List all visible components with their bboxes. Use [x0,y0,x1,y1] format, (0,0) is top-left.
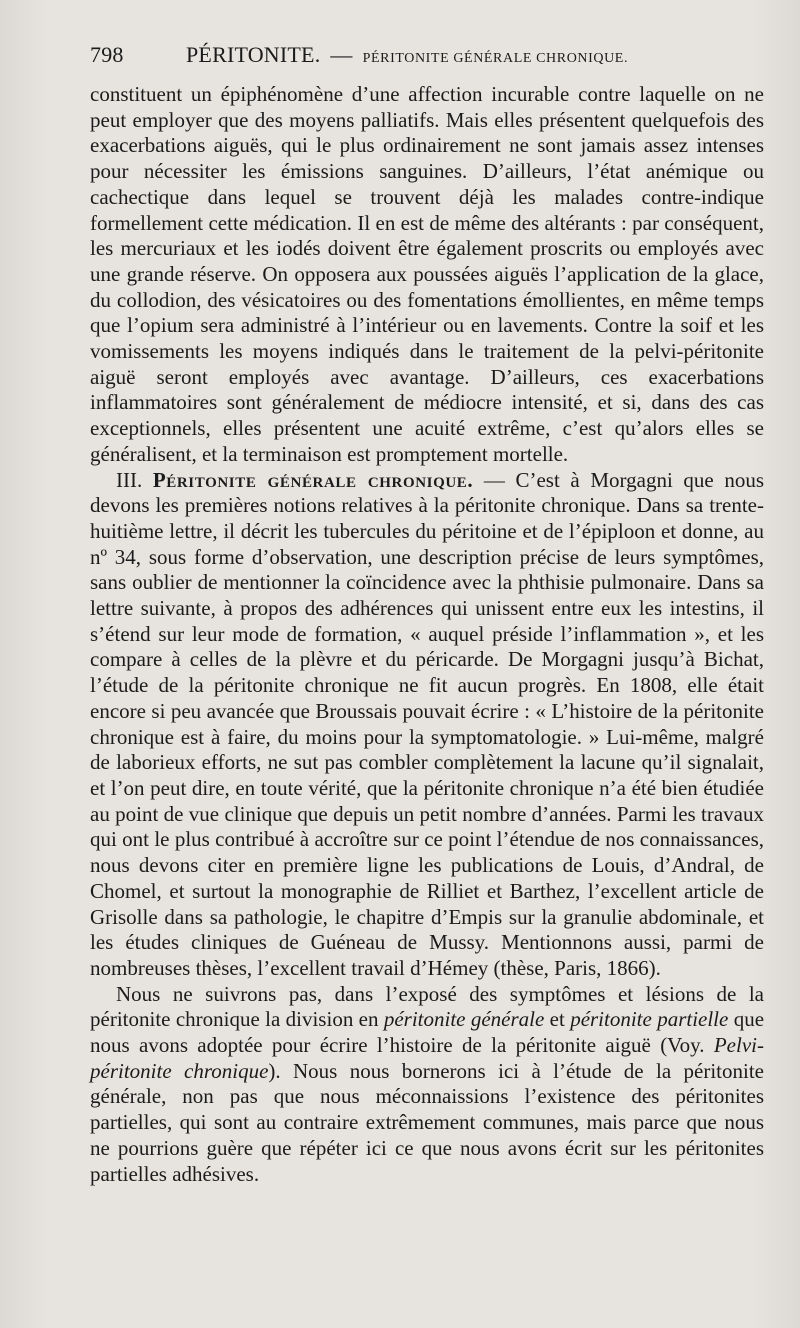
section-text: C’est à Morgagni que nous devons les premières notions relatives à la péritonite chronique. Dans sa trente-huitième lettre, il décrit les tubercules du péritoine et de l’épiploon et donne, au nº 34, sous forme d’observation, une description précise de leurs symptômes, sans oublier de mentionner la coïncidence avec la phthisie pulmonaire. Dans sa lettre suivante, à propos des adhérences qui unissent entre eux les intestins, il s’étend sur leur mode de formation, « auquel préside l’inflammation », et les compare à celles de la plèvre et du péricarde. De Morgagni jusqu’à Bichat, l’étude de la péritonite chronique ne fit aucun progrès. En 1808, elle était encore si peu avancée que Broussais pouvait écrire : « L’histoire de la péritonite chronique est à faire, du moins pour la symptomatologie. » Lui-même, malgré de laborieux efforts, ne sut pas combler complètement la lacune qu’il signalait, et l’on peut dire, en toute vérité, que la péritonite chronique n’a été bien étudiée au point de vue clinique que depuis un petit nombre d’années. Parmi les travaux qui ont le plus contribué à accroître sur ce point l’étendue de nos connaissances, nous devons citer en première ligne les publications de Louis, d’Andral, de Chomel, et surtout la monographie de Rilliet et Barthez, l’excellent article de Grisolle dans sa pathologie, le chapitre d’Empis sur la granulie abdominale, et les études cliniques de Guéneau de Mussy. Mentionnons aussi, parmi de nombreuses thèses, l’excellent travail d’Hémey (thèse, Paris, 1866). [90,467,764,980]
section-heading: Péritonite générale chronique. [152,467,474,492]
italic-term-generale: péritonite générale [383,1007,545,1032]
section-paragraph [90,468,764,982]
section-dash: — [483,467,505,492]
closing-paragraph [90,982,764,1188]
paragraph-continuation: constituent un épiphénomène d’une affection incurable contre laquelle on ne peut employer que des moyens palliatifs. Mais elles présentent quelquefois des exacerbations aiguës, qui le plus ordinairement ne sont jamais assez intenses pour nécessiter les émissions sanguines. D’ailleurs, l’état anémique ou cachectique dans lequel se trouvent déjà les malades contre-indique formellement cette médication. Il en est de même des altérants : par conséquent, les mercuriaux et les iodés doivent être également proscrits ou employés avec une grande réserve. On opposera aux poussées aiguës l’application de la glace, du collodion, des vésicatoires ou des fomentations émollientes, en même temps que l’opium sera administré à l’intérieur ou en lavements. Contre la soif et les vomissements les moyens indiqués dans le traitement de la pelvi-péritonite aiguë seront employés avec avantage. D’ailleurs, ces exacerbations inflammatoires sont généralement de médiocre intensité, et si, dans des cas exceptionnels, elles présentent une acuité extrême, c’est qu’alors elles se généralisent, et la terminaison est promptement mortelle. [90,82,764,466]
section-number: III. [116,467,143,492]
closing-text-3: que nous avons adoptée pour écrire l’histoire de la péritonite aiguë (Voy. [90,1007,765,1058]
running-title: PÉRITONITE. [186,42,321,67]
closing-text-4: ). Nous nous bornerons ici à l’étude de la péritonite générale, non pas que nous méconnaissions l’existence des péritonites partielles, qui sont au contraire extrêmement communes, mais parce que nous ne pourrions guère que répéter ici ce que nous avons écrit sur les péritonites partielles adhésives. [90,1058,764,1186]
running-subtitle: PÉRITONITE GÉNÉRALE CHRONIQUE. [362,51,629,66]
page-number: 798 [90,42,124,67]
body-text [90,82,764,1187]
running-header [90,42,764,82]
italic-reference: Pelvi-péritonite chronique [90,1033,764,1083]
italic-term-partielle: péritonite partielle [570,1007,729,1032]
header-dash: — [330,42,353,67]
closing-text-1: Nous ne suivrons pas, dans l’exposé des symptômes et lésions de la péritonite chronique la division en [90,981,764,1032]
closing-text-2: et [544,1007,571,1032]
